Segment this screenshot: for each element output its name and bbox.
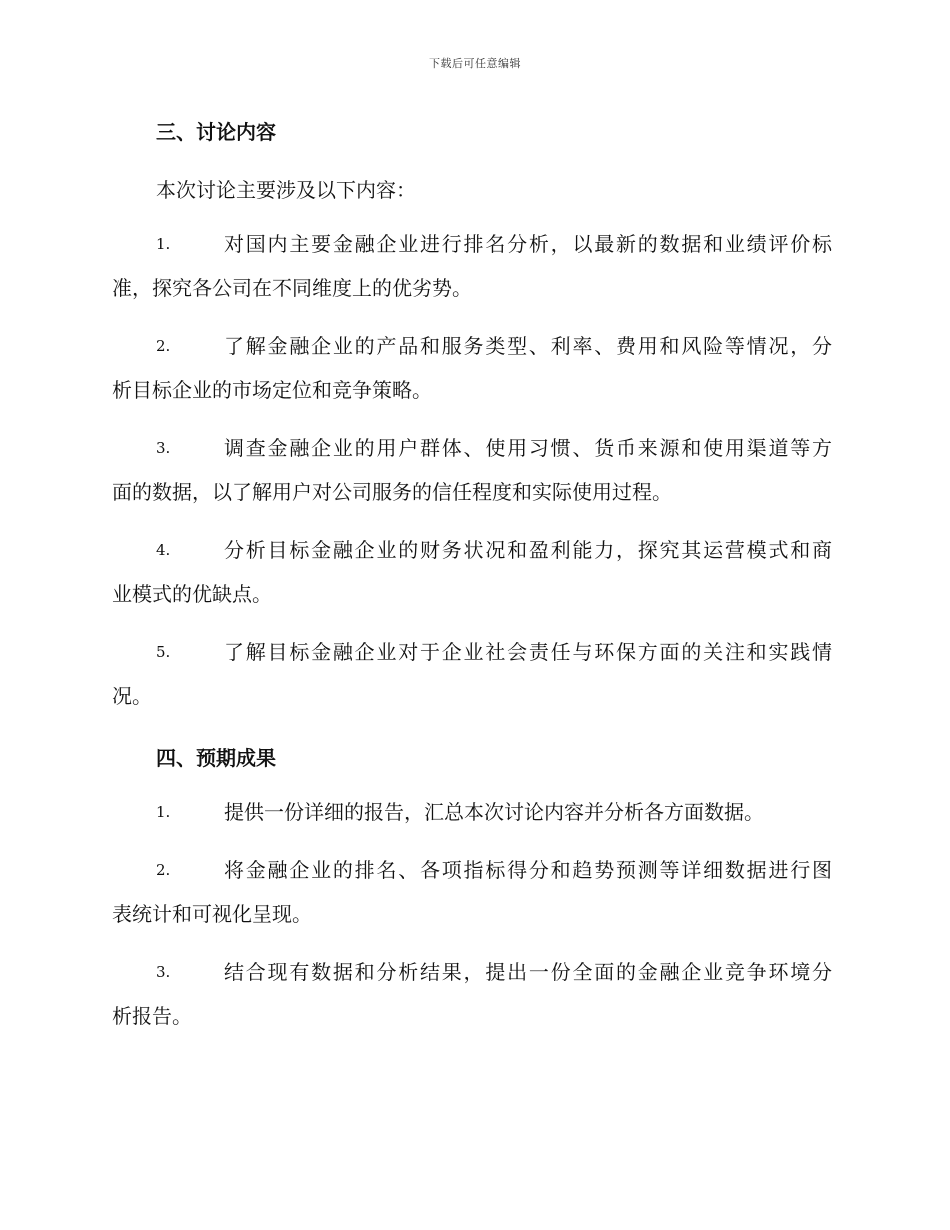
list-item-number: 1. [156,803,171,821]
list-item [112,222,832,310]
list-item-text-continued: 准，探究各公司在不同维度上的优劣势。 [112,276,472,300]
list-item-text: 了解目标金融企业对于企业社会责任与环保方面的关注和实践情 [224,640,832,664]
list-item-text: 将金融企业的排名、各项指标得分和趋势预测等详细数据进行图 [224,858,832,882]
list-item-number: 2. [156,861,171,879]
section-intro: 本次讨论主要涉及以下内容： [156,178,416,202]
list-item-text-continued: 况。 [112,684,152,708]
list-item-text: 调查金融企业的用户群体、使用习惯、货币来源和使用渠道等方 [224,436,832,460]
list-item-number: 5. [156,643,171,661]
list-item-text: 提供一份详细的报告，汇总本次讨论内容并分析各方面数据。 [224,800,764,824]
list-item-number: 4. [156,541,171,559]
list-item-number: 3. [156,963,171,981]
list-item-text-continued: 业模式的优缺点。 [112,582,272,606]
list-item-text: 对国内主要金融企业进行排名分析，以最新的数据和业绩评价标 [224,232,832,256]
list-item-text-continued: 面的数据，以了解用户对公司服务的信任程度和实际使用过程。 [112,480,672,504]
list-item [112,848,832,936]
header-note: 下载后可任意编辑 [429,57,521,70]
list-item [112,630,832,718]
list-item-text-continued: 析报告。 [112,1004,192,1028]
list-item [112,324,832,412]
list-item [112,790,832,834]
list-item-text-continued: 析目标企业的市场定位和竞争策略。 [112,378,432,402]
list-item-text: 结合现有数据和分析结果，提出一份全面的金融企业竞争环境分 [224,960,832,984]
list-item [112,426,832,514]
list-item [112,528,832,616]
list-item-text: 了解金融企业的产品和服务类型、利率、费用和风险等情况，分 [224,334,832,358]
section-title-discussion: 三、讨论内容 [156,120,276,144]
list-item-number: 2. [156,337,171,355]
list-item [112,950,832,1038]
section-title-expected-results: 四、预期成果 [156,746,276,770]
list-item-number: 3. [156,439,171,457]
list-item-text-continued: 表统计和可视化呈现。 [112,902,312,926]
list-item-text: 分析目标金融企业的财务状况和盈利能力，探究其运营模式和商 [224,538,832,562]
list-item-number: 1. [156,235,171,253]
